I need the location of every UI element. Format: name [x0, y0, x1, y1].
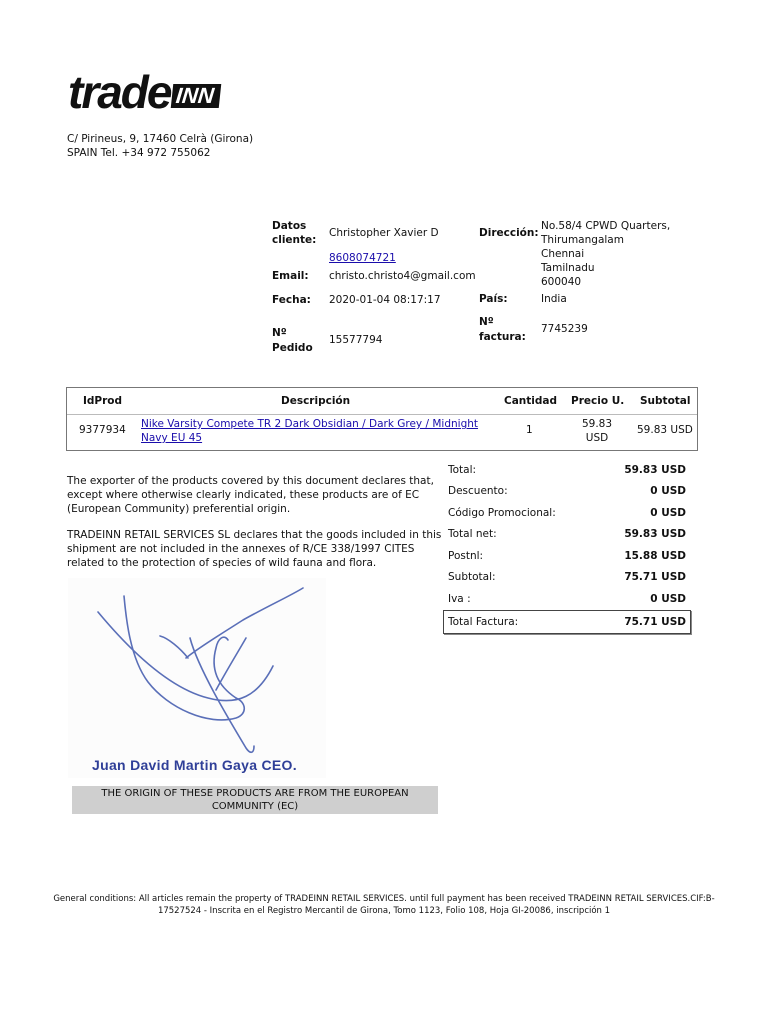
order-number-label-line1: Nº	[272, 327, 287, 339]
unit-price-currency: USD	[585, 432, 609, 444]
tradeinn-logo	[68, 66, 220, 118]
total-value: 59.83 USD	[624, 464, 686, 476]
row-idprod: 9377934	[79, 424, 126, 436]
invoice-date: 2020-01-04 08:17:17	[329, 294, 441, 306]
client-phone-wrap	[329, 251, 396, 265]
header-description: Descripción	[281, 395, 351, 407]
discount-row	[448, 484, 688, 505]
header-quantity: Cantidad	[504, 395, 558, 407]
product-name-line2: Navy EU 45	[141, 432, 203, 444]
country: India	[541, 293, 567, 305]
company-address-line1: C/ Pirineus, 9, 17460 Celrà (Girona)	[67, 133, 254, 145]
shipping-row	[448, 549, 688, 570]
total-net-label: Total net:	[448, 528, 497, 540]
invoice-number-label-line2: factura:	[479, 331, 526, 343]
invoice-total-label: Total Factura:	[448, 616, 519, 628]
shipping-label: Postnl:	[448, 550, 484, 562]
ceo-name: Juan David Martin Gaya CEO.	[92, 757, 297, 773]
total-net-value: 59.83 USD	[624, 528, 686, 540]
order-number-label-line2: Pedido	[272, 342, 313, 354]
subtotal-row	[448, 570, 688, 591]
product-link[interactable]	[141, 417, 491, 445]
promo-code-value: 0 USD	[650, 507, 686, 519]
date-label: Fecha:	[272, 294, 311, 306]
subtotal-value: 75.71 USD	[624, 571, 686, 583]
promo-code-label: Código Promocional:	[448, 507, 556, 519]
address-line: 600040	[541, 276, 582, 288]
vat-value: 0 USD	[650, 593, 686, 605]
address-line: Tamilnadu	[541, 262, 595, 274]
discount-value: 0 USD	[650, 485, 686, 497]
client-phone-link[interactable]: 8608074721	[329, 252, 396, 264]
total-label: Total:	[448, 464, 477, 476]
shipping-address	[541, 219, 670, 289]
client-data-label	[272, 219, 316, 247]
header-idprod: IdProd	[83, 395, 123, 407]
products-table	[66, 387, 698, 451]
client-data-label-line2: cliente:	[272, 234, 317, 246]
row-subtotal: 59.83 USD	[637, 424, 693, 436]
row-unit-price	[575, 417, 619, 445]
total-net-row	[448, 527, 688, 548]
client-email: christo.christo4@gmail.com	[329, 270, 476, 282]
invoice-total-row	[448, 615, 688, 636]
address-line: No.58/4 CPWD Quarters,	[541, 220, 671, 232]
discount-label: Descuento:	[448, 485, 508, 497]
address-line: Chennai	[541, 248, 585, 260]
client-name: Christopher Xavier D	[329, 227, 439, 239]
signature-image	[68, 578, 326, 758]
client-data-label-line1: Datos	[272, 220, 307, 232]
products-table-header	[67, 388, 697, 415]
logo-trade-text: trade	[68, 66, 171, 118]
order-number: 15577794	[329, 334, 383, 346]
invoice-number-label	[479, 315, 526, 344]
address-label: Dirección:	[479, 227, 539, 239]
vat-label: Iva :	[448, 593, 471, 605]
invoice-total-value: 75.71 USD	[624, 616, 686, 628]
country-label: País:	[479, 293, 508, 305]
company-address-line2: SPAIN Tel. +34 972 755062	[67, 147, 211, 159]
footer-conditions: General conditions: All articles remain the property of TRADEINN RETAIL SERVICES. until full payment has been received TRADEINN RETAIL SERVICES.CIF:B-17527524 - Inscrita en el Registro Mercantil de Girona, Tomo 1123, Folio 108, Hoja GI-20086, inscripción 1	[53, 894, 715, 916]
unit-price-value: 59.83	[581, 418, 613, 430]
header-unit-price: Precio U.	[571, 395, 625, 407]
header-subtotal: Subtotal	[640, 395, 691, 407]
cites-declaration: TRADEINN RETAIL SERVICES SL declares that the goods included in this shipment are not included in the annexes of R/CE 338/1997 CITES related to the protection of species of wild fauna and flora.	[67, 529, 442, 569]
logo-inn-box: INN	[171, 84, 221, 108]
exporter-declaration: The exporter of the products covered by this document declares that, except where otherwise clearly indicated, these products are of EC (European Community) preferential origin.	[67, 475, 434, 515]
origin-note: THE ORIGIN OF THESE PRODUCTS ARE FROM THE EUROPEAN COMMUNITY (EC)	[72, 786, 438, 814]
address-line: Thirumangalam	[541, 234, 624, 246]
shipping-value: 15.88 USD	[624, 550, 686, 562]
order-number-label	[272, 326, 313, 355]
signature-area	[68, 578, 326, 778]
row-quantity: 1	[526, 424, 533, 436]
email-label: Email:	[272, 270, 309, 282]
invoice-number-label-line1: Nº	[479, 316, 494, 328]
total-row	[448, 463, 688, 484]
company-address	[67, 132, 253, 160]
promo-code-row	[448, 506, 688, 527]
subtotal-label: Subtotal:	[448, 571, 496, 583]
invoice-number: 7745239	[541, 323, 588, 335]
product-name-line1: Nike Varsity Compete TR 2 Dark Obsidian / Dark Grey / Midnight	[141, 418, 479, 430]
